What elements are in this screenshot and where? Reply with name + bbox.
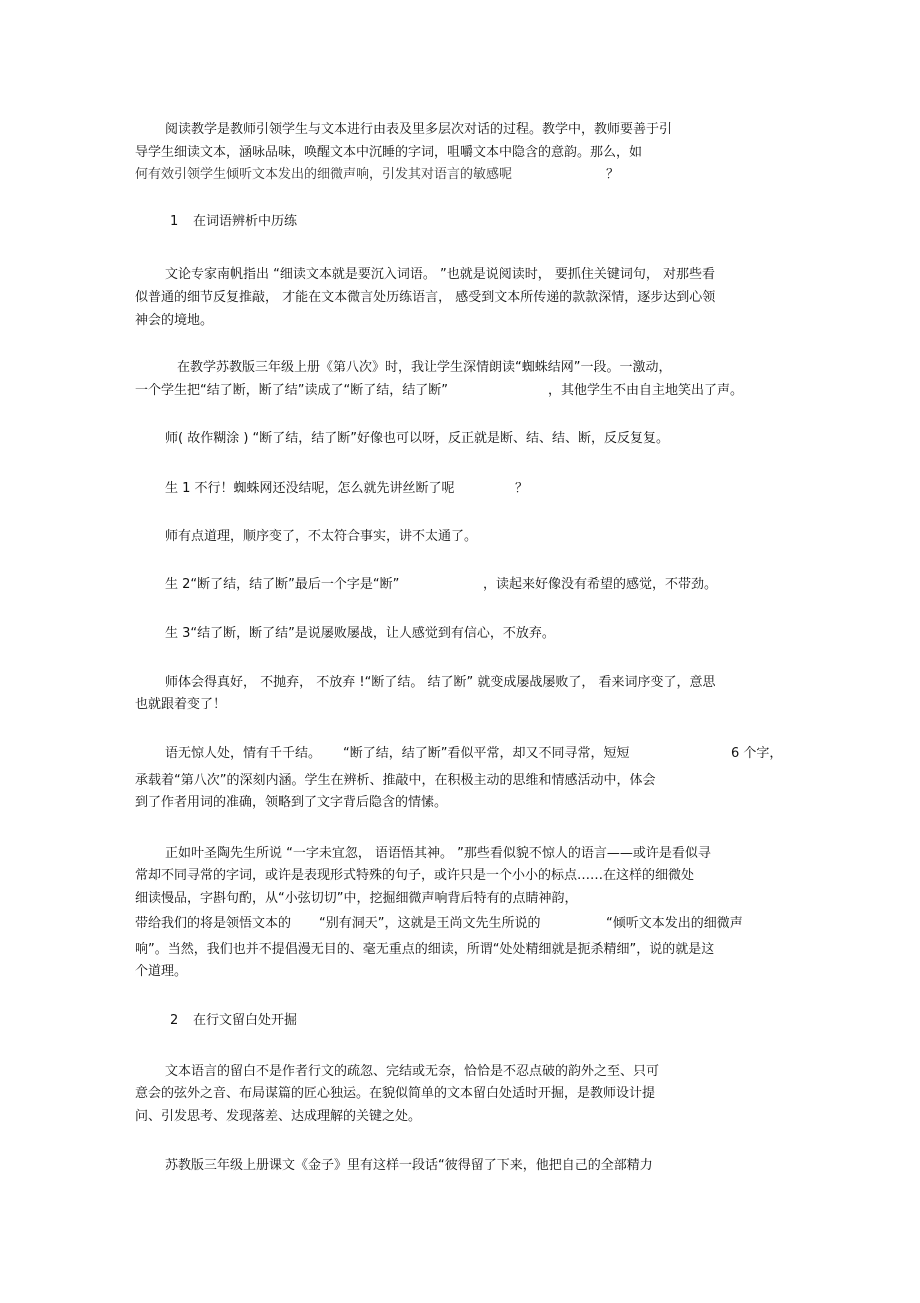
dialogue-teacher-1: 师( 故作糊涂 ) “断了结，结了断”好像也可以呀，反正就是断、结、结、断，反反复复。 bbox=[165, 431, 670, 446]
paragraph-liubai-line-3: 问、引发思考、发现落差、达成理解的关键之处。 bbox=[135, 1109, 422, 1124]
paragraph-qianqianjie-line-2: 承载着“第八次”的深刻内涵。学生在辨析、推敲中，在积极主动的思维和情感活动中，体会 bbox=[135, 773, 656, 788]
paragraph-liubai-line-2: 意会的弦外之音、布局谋篇的匠心独运。在貌似简单的文本留白处适时开掘，是教师设计提 bbox=[135, 1086, 656, 1101]
paragraph-lesson-line-2: 一个学生把“结了断，断了结”读成了“断了结，结了断” bbox=[135, 383, 448, 398]
paragraph-yeshengtao-line-5: 响”。当然，我们也并不提倡漫无目的、毫无重点的细读，所谓“处处精细就是扼杀精细”，说的就是这 bbox=[135, 942, 715, 957]
dialogue-student-3: 生 3“结了断，断了结”是说屡败屡战，让人感觉到有信心，不放弃。 bbox=[165, 626, 555, 641]
paragraph-intro-line-1: 阅读教学是教师引领学生与文本进行由表及里多层次对话的过程。教学中，教师要善于引 bbox=[165, 122, 673, 137]
dialogue-student-1-question-mark: ？ bbox=[515, 481, 529, 496]
paragraph-yeshengtao-line-2: 常却不同寻常的字词，或许是表现形式特殊的句子，或许只是一个小小的标点……在这样的细微处 bbox=[135, 868, 695, 883]
section-1-number: 1 bbox=[170, 214, 179, 229]
dialogue-student-1: 生 1 不行！蜘蛛网还没结呢，怎么就先讲丝断了呢 bbox=[165, 481, 455, 496]
paragraph-nanfan-line-2: 似普通的细节反复推敲， 才能在文本微言处历练语言， 感受到文本所传递的款款深情，逐步达到心领 bbox=[135, 290, 716, 305]
paragraph-qianqianjie-line-1c: 6 个字， bbox=[731, 746, 783, 761]
paragraph-yeshengtao-line-3: 细读慢品，字斟句酌，从“小弦切切”中，挖掘细微声响背后特有的点睛神韵， bbox=[135, 891, 578, 906]
paragraph-qianqianjie-line-1b: “断了结，结了断”看似平常，却又不同寻常，短短 bbox=[343, 746, 630, 761]
dialogue-teacher-2: 师有点道理，顺序变了，不太符合事实，讲不太通了。 bbox=[165, 529, 478, 544]
paragraph-intro-line-2: 导学生细读文本，涵咏品味，唤醒文本中沉睡的字词，咀嚼文本中隐含的意韵。那么，如 bbox=[135, 145, 643, 160]
paragraph-yeshengtao-line-4a: 带给我们的将是领悟文本的 bbox=[135, 916, 292, 931]
dialogue-student-2: 生 2“断了结，结了断”最后一个字是“断” bbox=[165, 577, 400, 592]
section-2-number: 2 bbox=[170, 1013, 179, 1028]
paragraph-liubai-line-1: 文本语言的留白不是作者行文的疏忽、完结或无奈，恰恰是不忍点破的韵外之至、只可 bbox=[165, 1064, 660, 1079]
paragraph-intro-question-mark: ？ bbox=[606, 167, 620, 182]
paragraph-yeshengtao-line-4b: “别有洞天”，这就是王尚文先生所说的 bbox=[319, 916, 541, 931]
paragraph-yeshengtao-line-1: 正如叶圣陶先生所说 “一字未宜忽， 语语悟其神。 ”那些看似貌不惊人的语言——或许是看似寻 bbox=[165, 846, 711, 861]
paragraph-yeshengtao-line-6: 个道理。 bbox=[135, 964, 188, 979]
section-1-heading: 在词语辨析中历练 bbox=[193, 214, 298, 229]
paragraph-lesson-line-1: 在教学苏教版三年级上册《第八次》时，我让学生深情朗读“蜘蛛结网”一段。一激动， bbox=[177, 360, 672, 375]
section-2-heading: 在行文留白处开掘 bbox=[193, 1013, 298, 1028]
paragraph-nanfan-line-1: 文论专家南帆指出 “细读文本就是要沉入词语。 ”也就是说阅读时， 要抓住关键词句， 对那些看 bbox=[165, 267, 715, 282]
paragraph-teacher-summary-line-2: 也就跟着变了！ bbox=[135, 697, 227, 712]
paragraph-qianqianjie-line-3: 到了作者用词的准确，领略到了文字背后隐含的情愫。 bbox=[135, 795, 448, 810]
paragraph-intro-line-3: 何有效引领学生倾听文本发出的细微声响，引发其对语言的敏感呢 bbox=[135, 167, 513, 182]
paragraph-nanfan-line-3: 神会的境地。 bbox=[135, 313, 214, 328]
paragraph-teacher-summary-line-1: 师体会得真好， 不抛弃， 不放弃 !“断了结。 结了断” 就变成屡战屡败了， 看来词序变了，意思 bbox=[165, 675, 716, 690]
paragraph-lesson-line-2-tail: ，其他学生不由自主地笑出了声。 bbox=[548, 383, 744, 398]
dialogue-student-2-tail: ，读起来好像没有希望的感觉，不带劲。 bbox=[483, 577, 718, 592]
paragraph-qianqianjie-line-1a: 语无惊人处，情有千千结。 bbox=[165, 746, 322, 761]
paragraph-yeshengtao-line-4c: “倾听文本发出的细微声 bbox=[606, 916, 743, 931]
paragraph-jinzi-line-1: 苏教版三年级上册课文《金子》里有这样一段话“彼得留了下来，他把自己的全部精力 bbox=[165, 1158, 653, 1173]
